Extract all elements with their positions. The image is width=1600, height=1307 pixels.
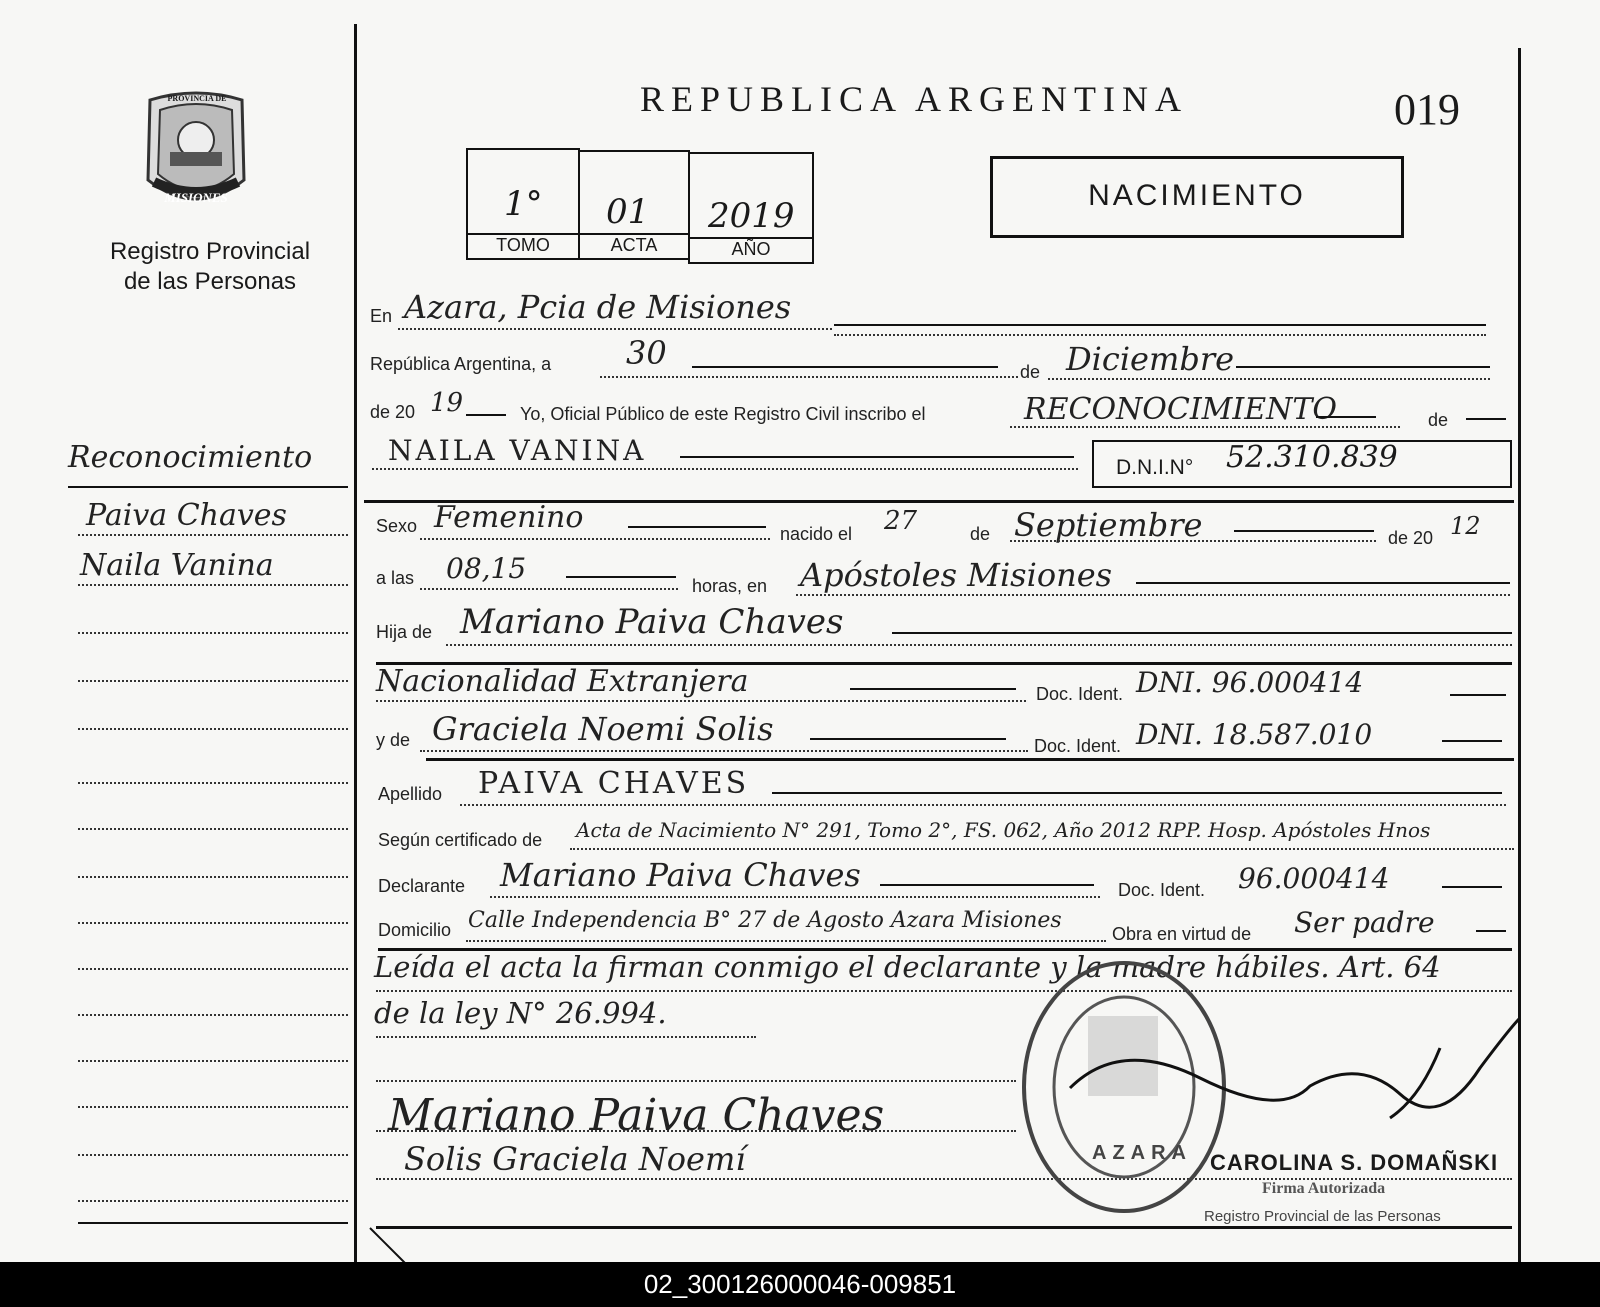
row-dots [460, 804, 1506, 806]
margin-dots3 [78, 584, 348, 586]
row-line [1442, 886, 1502, 888]
tomo-label: TOMO [468, 233, 578, 256]
row-dots [600, 376, 1018, 378]
row-line [1236, 366, 1490, 368]
registry-name-line1: Registro Provincial [109, 238, 311, 265]
nacido-label: nacido el [780, 524, 853, 544]
hija-label: Hija de [376, 622, 433, 642]
place-value: Apóstoles Misiones [800, 556, 1113, 594]
doc-label: Doc. Ident. [1118, 880, 1206, 900]
de-label2: de [1428, 410, 1449, 430]
acta-cell: 01 ACTA [578, 150, 690, 260]
margin-dots [78, 1106, 348, 1108]
day-value: 30 [626, 334, 667, 372]
signature-mother: Solis Graciela Noemí [404, 1140, 746, 1178]
document-id-footer: 02_300126000046-009851 [0, 1262, 1600, 1307]
margin-dots [78, 876, 348, 878]
row-line [1466, 418, 1506, 420]
row-line [566, 576, 676, 578]
born-year: 12 [1450, 512, 1481, 540]
row-dots [490, 896, 1100, 898]
de20-label2: de 20 [1388, 528, 1434, 548]
official-name: CAROLINA S. DOMAÑSKI [1210, 1150, 1499, 1175]
doc-type-box [990, 156, 1404, 238]
mother-doc: DNI. 18.587.010 [1136, 718, 1373, 751]
de20-label: de 20 [370, 402, 416, 422]
sexo-label: Sexo [376, 516, 418, 536]
en-label: En [370, 306, 393, 326]
signature-official-scribble [1060, 1018, 1530, 1128]
row-line [850, 688, 1016, 690]
de-label: de [1020, 362, 1041, 382]
row-dots [570, 848, 1514, 850]
dni-box [1092, 440, 1512, 488]
row-line [1234, 530, 1374, 532]
margin-bottom-line [78, 1222, 348, 1224]
row-dots [1010, 540, 1376, 542]
declarante-doc: 96.000414 [1238, 862, 1390, 895]
row-line [692, 366, 998, 368]
row-dots [376, 700, 1026, 702]
row-line [1450, 694, 1506, 696]
margin-dots [78, 680, 348, 682]
father-doc: DNI. 96.000414 [1136, 666, 1364, 699]
hour-value: 08,15 [446, 552, 527, 585]
segun-label: Según certificado de [378, 830, 543, 850]
doc-type-label: NACIMIENTO [1088, 179, 1306, 212]
seal-top-text: PROVINCIA DE [167, 94, 227, 103]
doc-label: Doc. Ident. [1036, 684, 1124, 704]
segun-value: Acta de Nacimiento N° 291, Tomo 2°, FS. 062, Año 2012 RPP. Hosp. Apóstoles Hnos [576, 818, 1431, 842]
row-line [1442, 740, 1502, 742]
row-line [892, 632, 1512, 634]
signature-declarant: Mariano Paiva Chaves [388, 1090, 885, 1141]
row-dots [466, 940, 1106, 942]
margin-line3: Naila Vanina [80, 548, 274, 583]
row-line [880, 884, 1094, 886]
margin-dots [78, 828, 348, 830]
registry-name-line2: de las Personas [123, 268, 297, 295]
obra-label: Obra en virtud de [1112, 924, 1252, 944]
margin-line2: Paiva Chaves [86, 498, 287, 533]
obra-value: Ser padre [1294, 906, 1435, 939]
born-day: 27 [884, 506, 918, 536]
note-line1: Leída el acta la firman conmigo el declarante y la madre hábiles. Art. 64 [374, 950, 1441, 984]
margin-line1: Reconocimiento [68, 440, 313, 475]
tomo-cell: 1° TOMO [466, 148, 580, 260]
row-dots [376, 990, 1512, 992]
name-value: NAILA VANINA [388, 434, 647, 467]
row-line [772, 792, 1502, 794]
row-dots [420, 750, 1028, 752]
page-number: 019 [1394, 85, 1460, 134]
anio-cell: 2019 AÑO [688, 152, 814, 264]
margin-dots [78, 1060, 348, 1062]
row-dots [372, 468, 1078, 470]
en-value: Azara, Pcia de Misiones [404, 288, 792, 326]
horas-label: horas, en [692, 576, 768, 596]
row-dots [446, 644, 1512, 646]
acta-label: ACTA [580, 233, 688, 256]
row-dots [834, 334, 1486, 336]
stamp-text: AZARA [1092, 1142, 1192, 1164]
row-dots [1048, 378, 1490, 380]
margin-underline1 [68, 486, 348, 488]
margin-dots2 [78, 534, 348, 536]
republic-title: REPUBLICA ARGENTINA [640, 79, 1189, 119]
row-line [628, 526, 766, 528]
margin-dots [78, 782, 348, 784]
margin-dots [78, 1154, 348, 1156]
dni-label: D.N.I.N° [1116, 456, 1194, 479]
margin-dots [78, 1014, 348, 1016]
doc-label: Doc. Ident. [1034, 736, 1122, 756]
left-column-border [354, 24, 357, 1262]
section-line [376, 1226, 1512, 1229]
row-dots [398, 328, 832, 330]
sexo-value: Femenino [434, 500, 584, 535]
official-title: Firma Autorizada [1262, 1180, 1386, 1197]
row-dots [796, 594, 1510, 596]
domicilio-label: Domicilio [378, 920, 452, 940]
yo-label: Yo, Oficial Público de este Registro Civil inscribo el [520, 404, 926, 424]
de-label3: de [970, 524, 991, 544]
note-line2: de la ley N° 26.994. [374, 996, 667, 1030]
apellido-value: PAIVA CHAVES [478, 766, 750, 801]
row-line [810, 738, 1006, 740]
row-line [834, 324, 1486, 326]
seal-bottom-text: MISIONES [164, 190, 228, 205]
row-dots [420, 588, 678, 590]
row-line [1136, 582, 1510, 584]
republica-label: República Argentina, a [370, 354, 552, 374]
born-month: Septiembre [1014, 506, 1203, 544]
row-dots [376, 1080, 1016, 1082]
nationality-value: Nacionalidad Extranjera [376, 664, 749, 699]
row-line [466, 414, 506, 416]
margin-dots [78, 922, 348, 924]
margin-dots [78, 968, 348, 970]
margin-dots [78, 632, 348, 634]
apellido-label: Apellido [378, 784, 443, 804]
declarante-label: Declarante [378, 876, 466, 896]
corner-mark [368, 1226, 408, 1266]
year-value: 19 [430, 388, 464, 418]
section-line [426, 758, 1514, 761]
dni-value: 52.310.839 [1226, 440, 1398, 475]
declarante-value: Mariano Paiva Chaves [500, 856, 861, 894]
mother-value: Graciela Noemi Solis [432, 710, 774, 748]
yde-label: y de [376, 730, 411, 750]
father-value: Mariano Paiva Chaves [460, 602, 844, 642]
anio-label: AÑO [690, 237, 812, 260]
row-dots [376, 1036, 756, 1038]
row-line [1316, 416, 1376, 418]
domicilio-value: Calle Independencia B° 27 de Agosto Azara Misiones [468, 908, 1062, 933]
act-value: RECONOCIMIENTO [1024, 392, 1338, 427]
month-value: Diciembre [1066, 340, 1235, 378]
official-org: Registro Provincial de las Personas [1204, 1208, 1441, 1225]
row-line [1476, 930, 1506, 932]
alas-label: a las [376, 568, 415, 588]
row-dots [420, 538, 770, 540]
row-line [680, 456, 1074, 458]
margin-dots [78, 728, 348, 730]
margin-dots [78, 1200, 348, 1202]
